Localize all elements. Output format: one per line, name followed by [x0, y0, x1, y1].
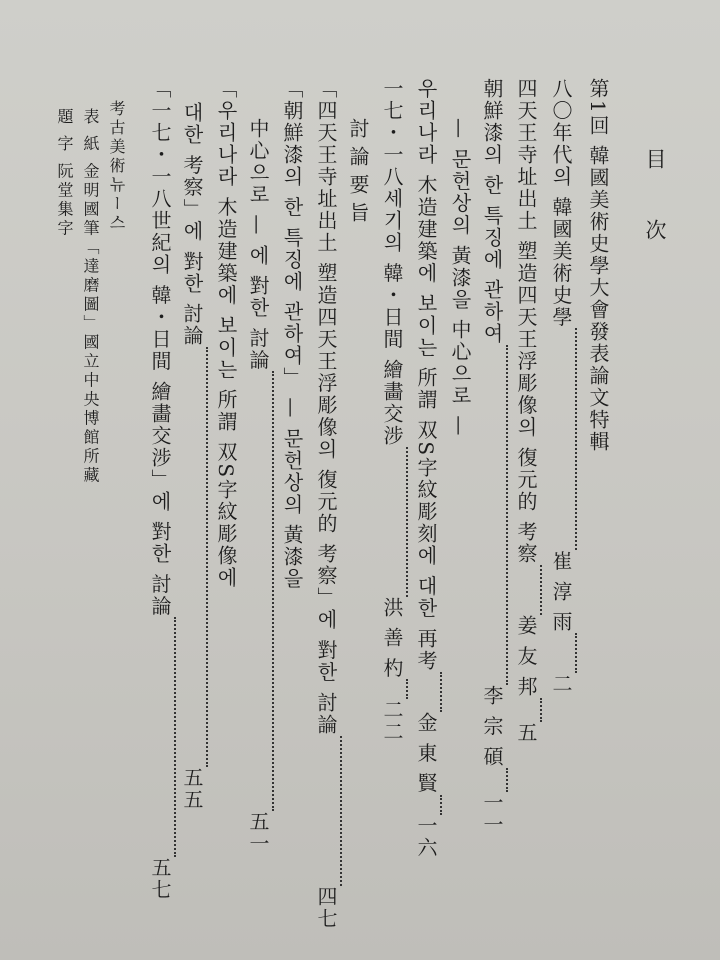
dot-leader — [322, 736, 342, 886]
toc-entry[interactable] — [482, 78, 512, 836]
toc-heading: 目次 — [643, 148, 667, 290]
entry-author: 姜 友 邦 — [514, 615, 538, 698]
entry-text: 「一七・一八世紀의 韓・日間 繪畵交涉」에 對한 討論 — [148, 78, 172, 618]
toc-entry — [282, 78, 302, 590]
entry-author: 金 東 賢 — [414, 711, 438, 795]
toc-entry[interactable] — [551, 78, 581, 846]
entry-page-number: 一六 — [414, 814, 438, 859]
toc-entry[interactable] — [150, 78, 180, 901]
entry-text: — 문헌상의 黃漆을 中心으로 — — [448, 118, 472, 438]
footer-line: 考古美術뉴ー스 — [107, 100, 126, 233]
entry-page-number: 五七 — [148, 857, 172, 902]
entry-text: 「四天王寺址出土 塑造四天王浮彫像의 復元的 考察」에 對한 討論 — [314, 78, 338, 736]
dot-leader — [422, 795, 442, 815]
entry-page-number: 五 — [514, 721, 538, 744]
entry-text: 討論要旨 — [346, 118, 370, 230]
entry-author: 崔 淳 雨 — [549, 550, 573, 634]
entry-page-number: 五一 — [246, 811, 270, 856]
footer-line: 題 字 阮堂集字 — [55, 108, 74, 239]
dot-leader — [488, 345, 508, 685]
entry-author: 李 宗 碩 — [480, 685, 504, 768]
entry-text: 四天王寺址出土 塑造四天王浮彫像의 復元的 考察 — [514, 78, 538, 566]
entry-text: 朝鮮漆의 한 특징에 관하여 — [480, 78, 504, 346]
entry-text: 第1回 韓國美術史學大會發表論文特輯 — [586, 78, 610, 454]
footer-line: 表 紙 金明國筆「達磨圖」國立中央博館所藏 — [81, 108, 100, 486]
dot-leader — [156, 617, 176, 857]
entry-page-number: 四七 — [314, 885, 338, 930]
toc-entry[interactable] — [182, 102, 212, 811]
dot-leader — [388, 679, 408, 699]
toc-section-label — [348, 118, 368, 230]
toc-entry[interactable] — [382, 78, 412, 743]
dot-leader — [522, 698, 542, 722]
dot-leader — [522, 565, 542, 615]
dot-leader — [422, 672, 442, 712]
dot-leader — [388, 447, 408, 597]
toc-entry-section-title — [588, 78, 608, 453]
toc-entry-subtitle — [450, 118, 470, 437]
entry-page-number: 一一 — [480, 791, 504, 836]
dot-leader — [557, 328, 577, 550]
entry-page-number: 二 — [549, 673, 573, 696]
dot-leader — [254, 371, 274, 811]
dot-leader — [188, 347, 208, 767]
dot-leader — [557, 633, 577, 673]
toc-entry[interactable] — [316, 78, 346, 930]
entry-text: 中心으로 — 에 對한 討論 — [246, 118, 270, 372]
entry-text: 우리나라 木造建築에 보이는 所謂 双S字紋彫刻에 대한 再考 — [414, 78, 438, 672]
entry-page-number: 五五 — [180, 767, 204, 812]
entry-author: 洪 善 杓 — [380, 596, 404, 680]
entry-text: 一七・一八세기의 韓・日間 繪畵交涉 — [380, 78, 404, 447]
toc-entry — [216, 78, 236, 589]
entry-page-number: 二二 — [380, 699, 404, 744]
toc-entry[interactable] — [516, 78, 546, 744]
toc-entry[interactable] — [416, 78, 446, 859]
entry-text: 八〇年代의 韓國美術史學 — [549, 78, 573, 329]
entry-text: 「朝鮮漆의 한 특징에 관하여」 — 문헌상의 黃漆을 — [280, 78, 304, 591]
toc-entry[interactable] — [248, 118, 278, 855]
dot-leader — [488, 768, 508, 792]
entry-text: 「우리나라 木造建築에 보이는 所謂 双S字紋彫像에 — [214, 78, 238, 590]
entry-text: 대한 考察」에 對한 討論 — [180, 102, 204, 348]
